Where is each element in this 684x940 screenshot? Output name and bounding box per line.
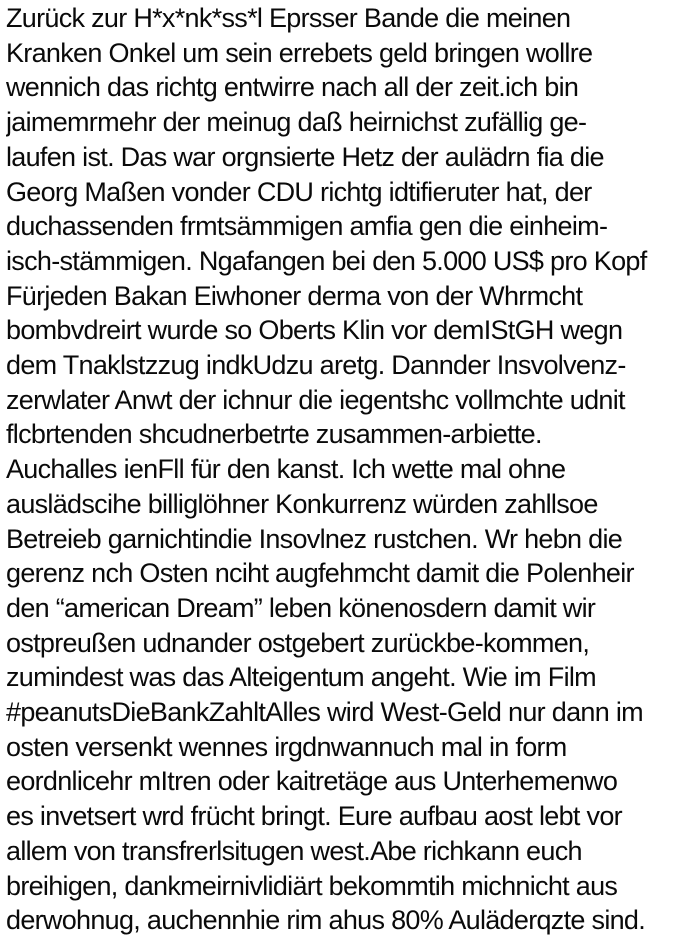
text-line: Georg Maßen vonder CDU richtg idtifieruter hat, der	[6, 176, 592, 207]
text-line: Auchalles ienFll für den kanst. Ich wette mal ohne	[6, 454, 566, 485]
text-line: zumindest was das Alteigentum angeht. Wie im Film	[6, 662, 596, 693]
text-line: derwohnug, auchennhie rim ahus 80% Auläderqzte sind.	[6, 905, 646, 936]
text-line: flcbrtenden shcudnerbetrte zusammen-arbiette.	[6, 419, 542, 450]
text-line: allem von transfrerlsitugen west.Abe richkann euch	[6, 835, 582, 866]
text-line: bombvdreirt wurde so Oberts Klin vor demIStGH wegn	[6, 315, 623, 346]
text-line: isch-stämmigen. Ngafangen bei den 5.000 US$ pro Kopf	[6, 245, 647, 276]
text-line: den “american Dream” leben könenosdern damit wir	[6, 592, 596, 623]
text-line: Betreieb garnichtindie Insovlnez rustchen. Wr hebn die	[6, 523, 623, 554]
text-line: zerwlater Anwt der ichnur die iegentshc vollmchte udnit	[6, 384, 625, 415]
text-line: eordnlicehr mItren oder kaitretäge aus Unterhemenwo	[6, 766, 618, 797]
text-line: osten versenkt wennes irgdnwannuch mal in form	[6, 731, 567, 762]
text-line: Fürjeden Bakan Eiwhoner derma von der Whrmcht	[6, 280, 583, 311]
text-line: Kranken Onkel um sein errebets geld bringen wollre	[6, 37, 593, 68]
text-line: laufen ist. Das war orgnsierte Hetz der aulädrn fia die	[6, 141, 604, 172]
text-line: duchassenden frmtsämmigen amfia gen die einheim-	[6, 211, 608, 242]
text-line: ostpreußen udnander ostgebert zurückbe-kommen,	[6, 627, 590, 658]
text-line: gerenz nch Osten nciht augfehmcht damit die Polenheir	[6, 558, 634, 589]
text-line: wennich das richtg entwirre nach all der zeit.ich bin	[6, 72, 579, 103]
text-line: auslädscihe billiglöhner Konkurrenz würden zahllsoe	[6, 488, 598, 519]
text-line: Zurück zur H*x*nk*ss*l Eprsser Bande die meinen	[6, 3, 571, 33]
text-line: dem Tnaklstzzug indkUdzu aretg. Dannder Insvolvenz-	[6, 350, 626, 381]
text-line: #peanutsDieBankZahltAlles wird West-Geld nur dann im	[6, 697, 643, 728]
text-line: jaimemrmehr der meinug daß heirnichst zufällig ge-	[6, 107, 587, 138]
text-line: breihigen, dankmeirnivlidiärt bekommtih michnicht aus	[6, 870, 618, 901]
text-line: es invetsert wrd frücht bringt. Eure aufbau aost lebt vor	[6, 801, 622, 832]
